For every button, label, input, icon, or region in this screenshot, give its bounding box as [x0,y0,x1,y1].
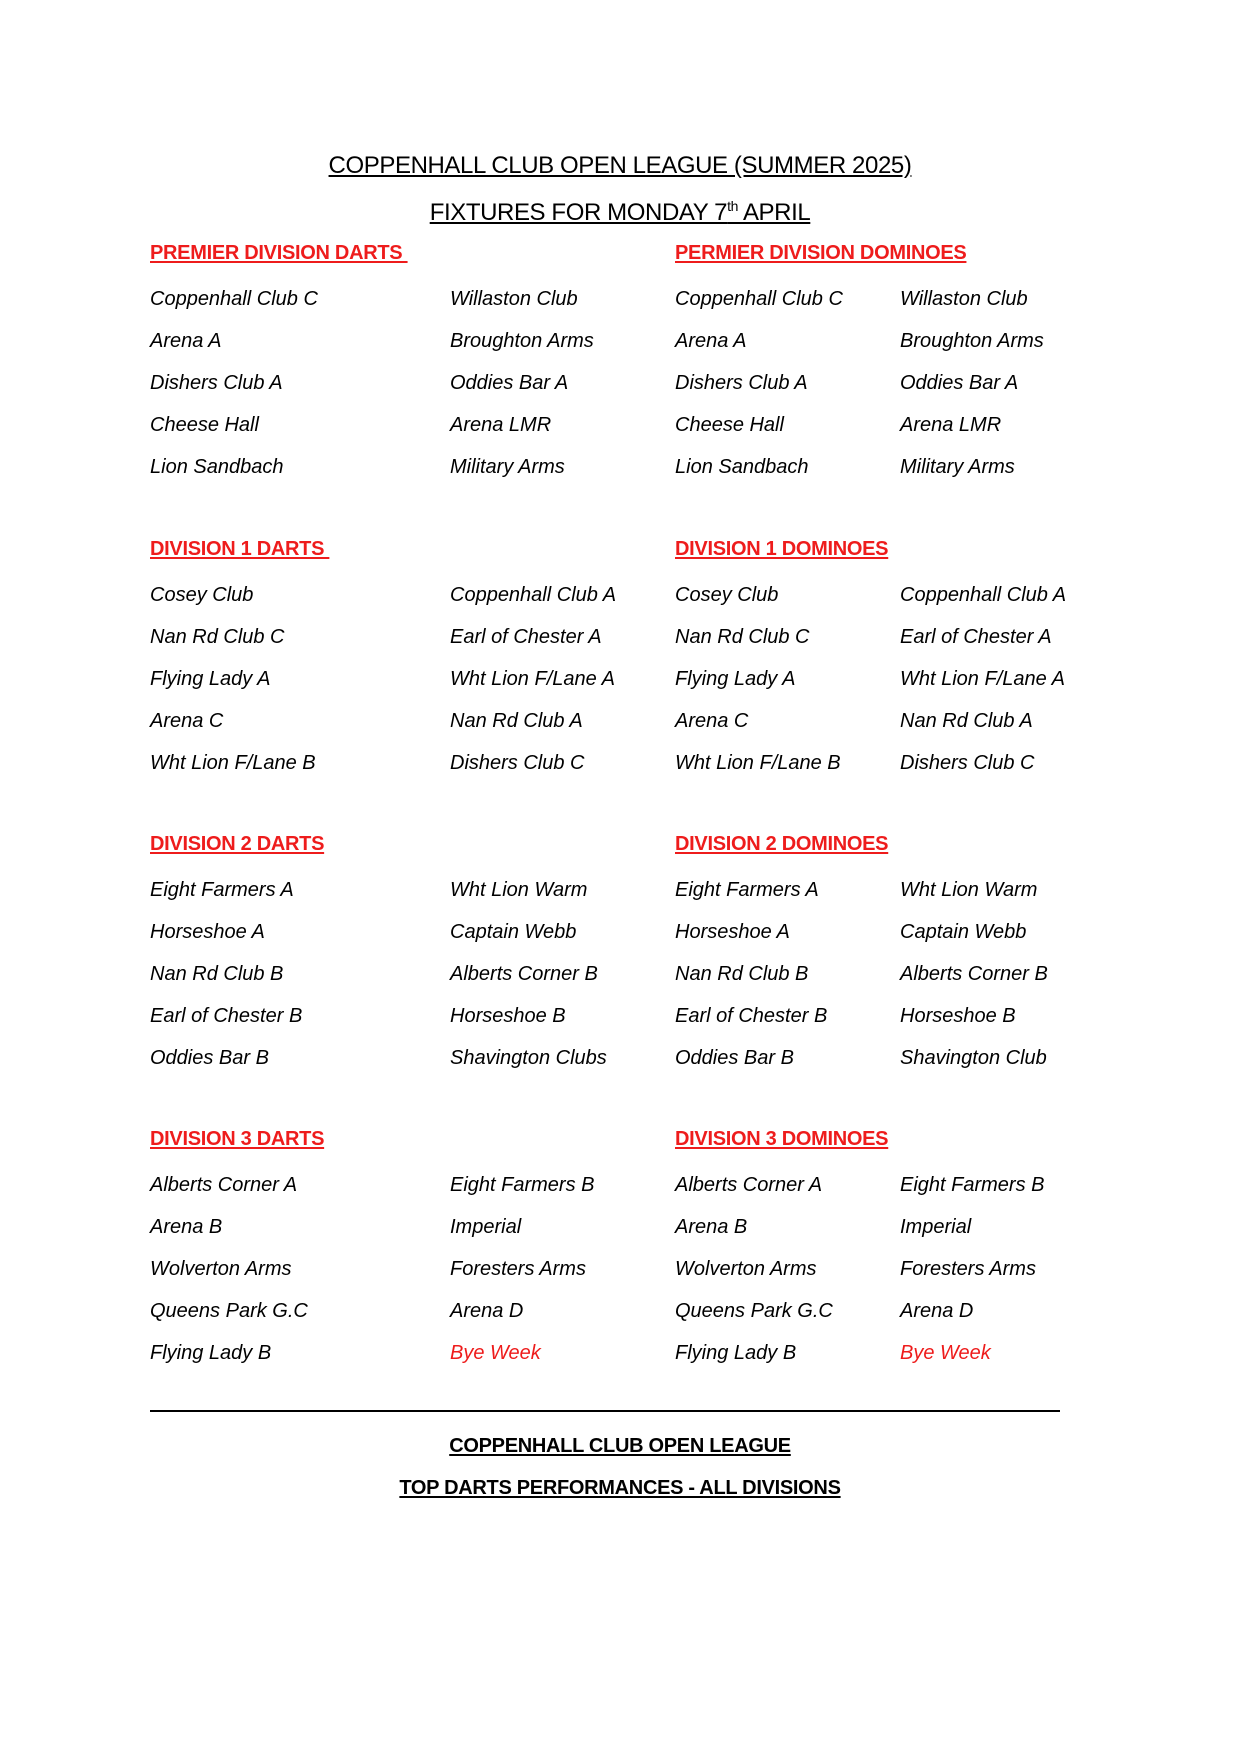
away-team: Captain Webb [900,921,1027,943]
home-team: Oddies Bar B [150,1047,269,1069]
dominoes-heading: DIVISION 3 DOMINOES [675,1128,889,1150]
away-team: Imperial [900,1216,972,1238]
home-team: Cheese Hall [675,414,784,436]
home-team: Dishers Club A [675,372,808,394]
away-team: Arena D [450,1300,524,1322]
home-team: Cheese Hall [150,414,259,436]
away-team: Coppenhall Club A [450,584,617,606]
darts-heading: DIVISION 1 DARTS [150,538,330,560]
home-team: Cosey Club [150,584,254,606]
subtitle-prefix: FIXTURES FOR MONDAY 7 [429,199,728,226]
away-team: Horseshoe B [900,1005,1016,1027]
away-team: Oddies Bar A [450,372,569,394]
away-team: Wht Lion Warm [900,879,1038,901]
home-team: Flying Lady B [150,1342,272,1364]
home-team: Arena A [150,330,222,352]
home-team: Flying Lady B [675,1342,797,1364]
home-team: Eight Farmers A [675,879,819,901]
home-team: Flying Lady A [150,668,271,690]
away-team: Horseshoe B [450,1005,566,1027]
footer-title: COPPENHALL CLUB OPEN LEAGUE [449,1435,791,1457]
home-team: Alberts Corner A [150,1174,298,1196]
home-team: Eight Farmers A [150,879,294,901]
away-team: Shavington Club [900,1047,1047,1069]
subtitle-suffix: APRIL [738,199,811,226]
away-team: Shavington Clubs [450,1047,607,1069]
away-team: Bye Week [450,1342,541,1364]
dominoes-heading: DIVISION 2 DOMINOES [675,833,889,855]
home-team: Arena C [675,710,749,732]
away-team: Oddies Bar A [900,372,1019,394]
away-team: Nan Rd Club A [900,710,1033,732]
home-team: Dishers Club A [150,372,283,394]
divider-line [150,1410,1060,1412]
home-team: Oddies Bar B [675,1047,794,1069]
subtitle-ordinal: th [727,198,738,214]
home-team: Horseshoe A [150,921,265,943]
away-team: Coppenhall Club A [900,584,1067,606]
away-team: Eight Farmers B [450,1174,595,1196]
away-team: Foresters Arms [900,1258,1036,1280]
home-team: Earl of Chester B [675,1005,828,1027]
home-team: Nan Rd Club B [150,963,284,985]
home-team: Arena C [150,710,224,732]
away-team: Broughton Arms [900,330,1044,352]
away-team: Earl of Chester A [900,626,1052,648]
home-team: Nan Rd Club B [675,963,809,985]
home-team: Lion Sandbach [150,456,284,478]
home-team: Coppenhall Club C [675,288,843,310]
home-team: Lion Sandbach [675,456,809,478]
home-team: Nan Rd Club C [675,626,810,648]
away-team: Foresters Arms [450,1258,586,1280]
home-team: Wht Lion F/Lane B [150,752,316,774]
home-team: Wolverton Arms [675,1258,817,1280]
home-team: Wolverton Arms [150,1258,292,1280]
away-team: Military Arms [450,456,565,478]
away-team: Dishers Club C [900,752,1035,774]
home-team: Alberts Corner A [675,1174,823,1196]
away-team: Wht Lion F/Lane A [450,668,615,690]
away-team: Nan Rd Club A [450,710,583,732]
away-team: Dishers Club C [450,752,585,774]
darts-heading: DIVISION 3 DARTS [150,1128,325,1150]
away-team: Willaston Club [450,288,578,310]
away-team: Bye Week [900,1342,991,1364]
home-team: Arena B [150,1216,223,1238]
home-team: Wht Lion F/Lane B [675,752,841,774]
away-team: Earl of Chester A [450,626,602,648]
away-team: Wht Lion F/Lane A [900,668,1065,690]
away-team: Imperial [450,1216,522,1238]
dominoes-heading: PERMIER DIVISION DOMINOES [675,242,967,264]
away-team: Alberts Corner B [450,963,598,985]
page-title: COPPENHALL CLUB OPEN LEAGUE (SUMMER 2025) [328,152,912,179]
fixtures-date-title [0,198,1240,227]
away-team: Captain Webb [450,921,577,943]
away-team: Arena D [900,1300,974,1322]
darts-heading: DIVISION 2 DARTS [150,833,325,855]
away-team: Eight Farmers B [900,1174,1045,1196]
home-team: Horseshoe A [675,921,790,943]
home-team: Coppenhall Club C [150,288,318,310]
away-team: Military Arms [900,456,1015,478]
darts-heading: PREMIER DIVISION DARTS [150,242,408,264]
home-team: Queens Park G.C [150,1300,308,1322]
footer-subtitle: TOP DARTS PERFORMANCES - ALL DIVISIONS [399,1477,841,1499]
home-team: Nan Rd Club C [150,626,285,648]
away-team: Broughton Arms [450,330,594,352]
home-team: Cosey Club [675,584,779,606]
away-team: Arena LMR [450,414,552,436]
home-team: Arena B [675,1216,748,1238]
home-team: Arena A [675,330,747,352]
home-team: Flying Lady A [675,668,796,690]
dominoes-heading: DIVISION 1 DOMINOES [675,538,889,560]
home-team: Queens Park G.C [675,1300,833,1322]
away-team: Alberts Corner B [900,963,1048,985]
away-team: Wht Lion Warm [450,879,588,901]
home-team: Earl of Chester B [150,1005,303,1027]
away-team: Arena LMR [900,414,1002,436]
away-team: Willaston Club [900,288,1028,310]
